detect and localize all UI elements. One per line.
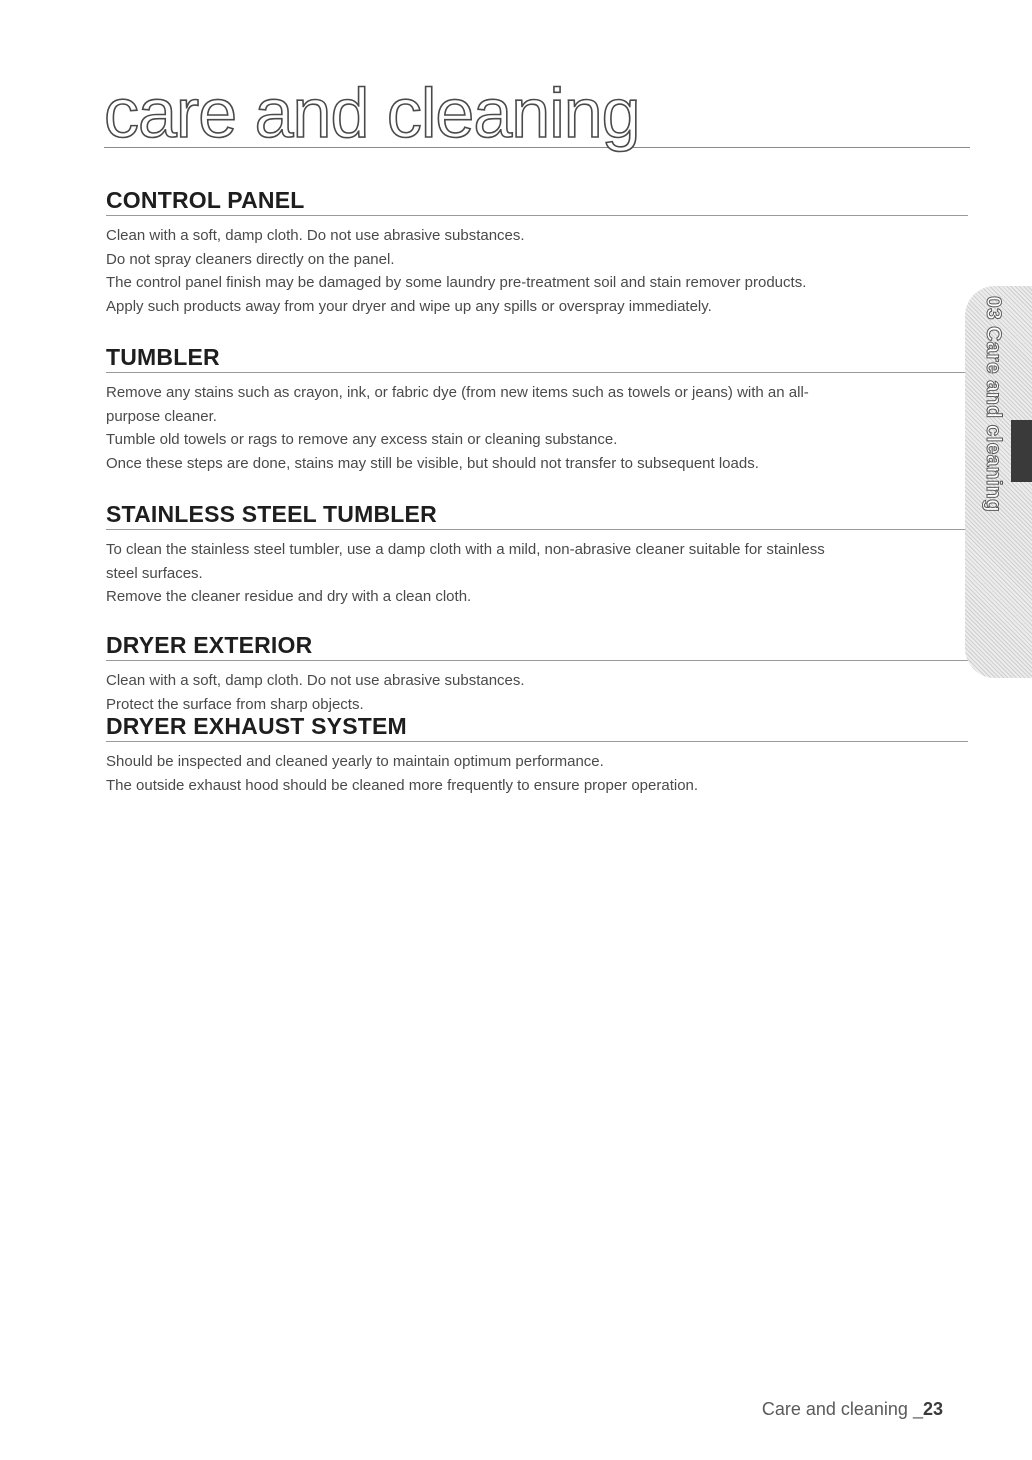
section-heading (106, 714, 968, 742)
paragraph-line: Once these steps are done, stains may still be visible, but should not transfer to subsequent loads. (106, 454, 759, 472)
paragraph-line: Remove the cleaner residue and dry with a clean cloth. (106, 588, 472, 605)
section-heading (106, 188, 968, 216)
page-title-text: care and cleaning (104, 74, 640, 152)
chapter-tab-marker (1011, 420, 1032, 482)
section-heading-text: DRYER EXTERIOR (106, 632, 313, 658)
paragraph-line: Clean with a soft, damp cloth. Do not use abrasive substances. (106, 227, 525, 244)
page-number: 23 (922, 1399, 943, 1419)
paragraph-line: Clean with a soft, damp cloth. Do not use abrasive substances. (106, 672, 525, 689)
paragraph-line: Protect the surface from sharp objects. (106, 695, 364, 713)
footer-label: Care and cleaning _ (761, 1399, 923, 1419)
section-control-panel (106, 188, 968, 318)
section-heading-text: DRYER EXHAUST SYSTEM (106, 713, 407, 739)
page-title (104, 74, 970, 152)
section-heading-text: STAINLESS STEEL TUMBLER (106, 501, 437, 527)
paragraph-line: Do not spray cleaners directly on the panel. (106, 250, 395, 268)
section-stainless-steel-tumbler (106, 502, 968, 609)
paragraph-line: Apply such products away from your dryer and wipe up any spills or overspray immediately. (106, 297, 712, 315)
section-heading (106, 502, 968, 530)
section-dryer-exterior (106, 633, 968, 716)
section-heading-text: CONTROL PANEL (106, 187, 305, 213)
paragraph-line: To clean the stainless steel tumbler, use a damp cloth with a mild, non-abrasive cleaner suitable for stainless (106, 541, 825, 558)
section-tumbler (106, 345, 968, 475)
paragraph-line: Remove any stains such as crayon, ink, or fabric dye (from new items such as towels or jeans) with an all- (106, 384, 809, 401)
section-heading (106, 633, 968, 661)
paragraph-line: Tumble old towels or rags to remove any excess stain or cleaning substance. (106, 431, 618, 448)
section-heading-text: TUMBLER (106, 344, 220, 370)
paragraph-line: purpose cleaner. (106, 407, 217, 425)
paragraph-line: Should be inspected and cleaned yearly to maintain optimum performance. (106, 753, 604, 770)
section-dryer-exhaust-system (106, 714, 968, 797)
section-heading (106, 345, 968, 373)
paragraph-line: The outside exhaust hood should be cleaned more frequently to ensure proper operation. (106, 776, 699, 794)
paragraph-line: The control panel finish may be damaged by some laundry pre-treatment soil and stain remover products. (106, 274, 807, 291)
page-footer (700, 1399, 943, 1420)
chapter-tab-label: 03 Care and cleaning (982, 296, 1005, 513)
paragraph-line: steel surfaces. (106, 564, 203, 582)
